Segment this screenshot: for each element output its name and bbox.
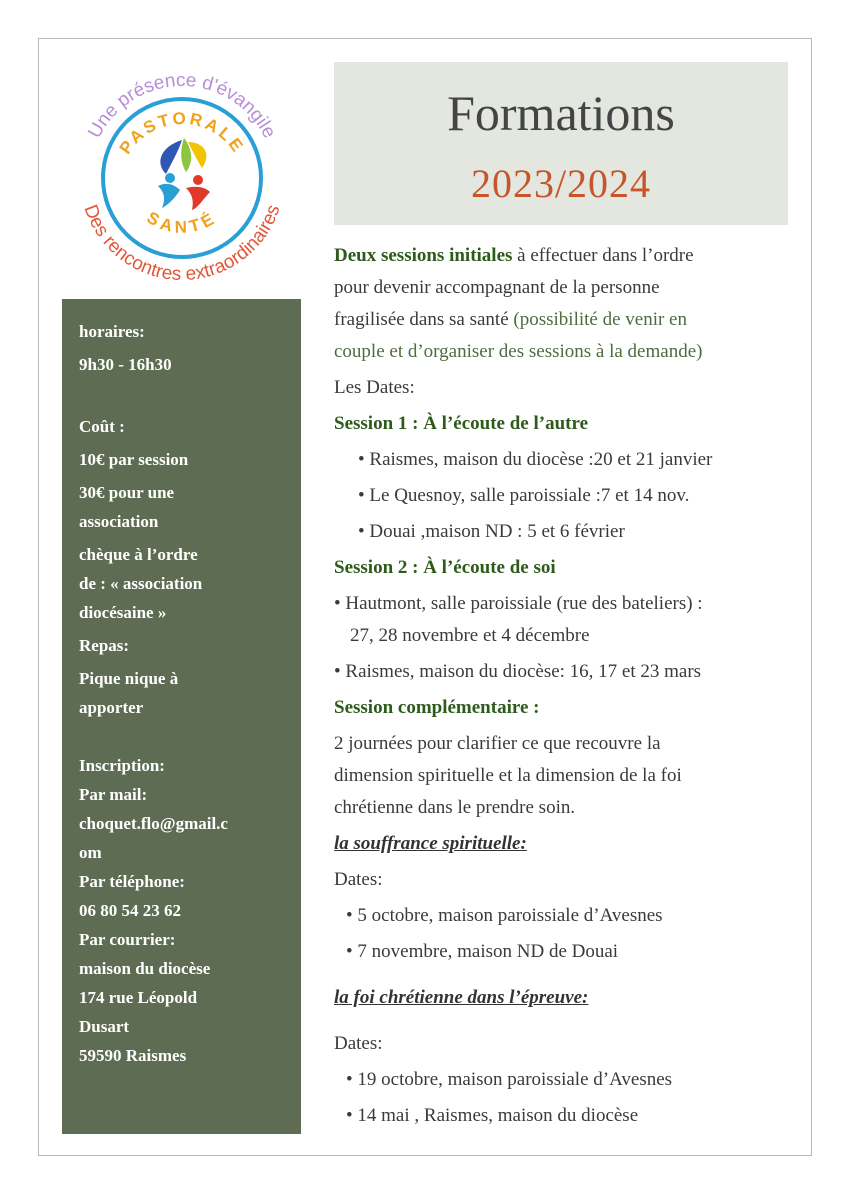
cheque-line3: diocésaine » <box>79 603 167 622</box>
complementary-title: Session complémentaire : <box>334 697 540 718</box>
session2-item1-line1: • Hautmont, salle paroissiale (rue des bateliers) : <box>334 593 703 614</box>
inscription-label: Inscription: <box>79 756 165 775</box>
cout-assoc-line1: 30€ pour une <box>79 483 175 502</box>
mail-label: Par mail: <box>79 785 148 804</box>
session2-item2: • Raismes, maison du diocèse: 16, 17 et 23 mars <box>334 661 702 682</box>
cheque-line2: de : « association <box>79 574 203 593</box>
address-line4: 59590 Raismes <box>79 1046 187 1065</box>
souffrance-item: • 5 octobre, maison paroissiale d’Avesnes <box>346 905 663 926</box>
logo-sante-text: SANTÉ <box>143 207 221 237</box>
foi-item: • 14 mai , Raismes, maison du diocèse <box>346 1105 639 1126</box>
logo-arc-bottom-text: Des rencontres extraordinaires <box>79 201 285 286</box>
session2-item1-line2: 27, 28 novembre et 4 décembre <box>350 625 590 646</box>
intro-line1: Deux sessions initiales à effectuer dans l’ordre <box>334 245 694 266</box>
souffrance-item: • 7 novembre, maison ND de Douai <box>346 941 619 962</box>
address-line1: maison du diocèse <box>79 959 211 978</box>
foi-dates-label: Dates: <box>334 1033 383 1054</box>
tel-label: Par téléphone: <box>79 872 185 891</box>
intro-line3: fragilisée dans sa santé (possibilité de venir en <box>334 309 687 330</box>
cout-session: 10€ par session <box>79 450 189 469</box>
complementary-line3: chrétienne dans le prendre soin. <box>334 797 576 818</box>
info-sidebar <box>62 299 301 1134</box>
foi-item: • 19 octobre, maison paroissiale d’Avesnes <box>346 1069 673 1090</box>
complementary-line1: 2 journées pour clarifier ce que recouvre la <box>334 733 661 754</box>
session1-item: • Le Quesnoy, salle paroissiale :7 et 14 nov. <box>358 485 690 506</box>
logo-pastorale-text: PASTORALE <box>115 108 249 158</box>
mail-line1[interactable]: choquet.flo@gmail.c <box>79 814 228 833</box>
repas-line2: apporter <box>79 698 144 717</box>
logo-arc-top-text: Une présence d'évangile <box>84 69 280 142</box>
main-content <box>334 240 804 1132</box>
page-title: Formations <box>447 85 675 141</box>
intro-line4: couple et d’organiser des sessions à la demande) <box>334 341 703 362</box>
title-box <box>334 62 788 225</box>
address-line3: Dusart <box>79 1017 130 1036</box>
repas-label: Repas: <box>79 636 130 655</box>
cout-label: Coût : <box>79 417 125 436</box>
cheque-line1: chèque à l’ordre <box>79 545 198 564</box>
page-year: 2023/2024 <box>470 161 652 206</box>
horaires-label: horaires: <box>79 322 145 341</box>
session1-item: • Raismes, maison du diocèse :20 et 21 janvier <box>358 449 713 470</box>
logo-graphic <box>62 58 302 298</box>
horaires-value: 9h30 - 16h30 <box>79 355 172 374</box>
session1-title: Session 1 : À l’écoute de l’autre <box>334 413 589 434</box>
complementary-line2: dimension spirituelle et la dimension de la foi <box>334 765 682 786</box>
dates-label: Les Dates: <box>334 377 415 398</box>
cout-assoc-line2: association <box>79 512 159 531</box>
courrier-label: Par courrier: <box>79 930 176 949</box>
souffrance-title: la souffrance spirituelle: <box>334 833 527 854</box>
repas-line1: Pique nique à <box>79 669 179 688</box>
mail-line2[interactable]: om <box>79 843 102 862</box>
session1-item: • Douai ,maison ND : 5 et 6 février <box>358 521 625 542</box>
tel-value[interactable]: 06 80 54 23 62 <box>79 901 181 920</box>
foi-title: la foi chrétienne dans l’épreuve: <box>334 987 589 1008</box>
souffrance-dates-label: Dates: <box>334 869 383 890</box>
address-line2: 174 rue Léopold <box>79 988 198 1007</box>
pastorale-sante-logo <box>62 58 302 298</box>
session2-title: Session 2 : À l’écoute de soi <box>334 557 556 578</box>
intro-line2: pour devenir accompagnant de la personne <box>334 277 660 298</box>
